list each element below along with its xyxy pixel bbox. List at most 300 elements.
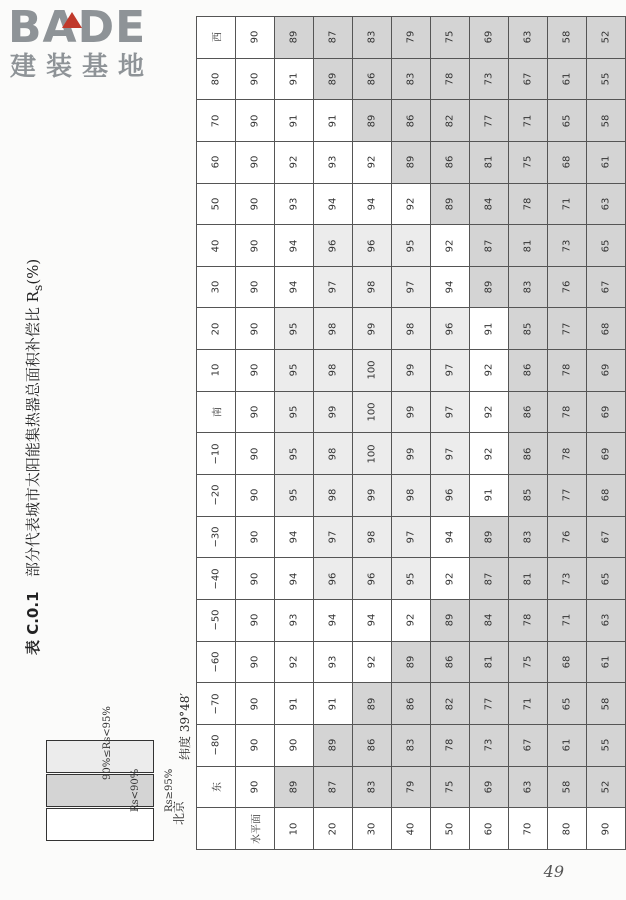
value-cell — [275, 266, 314, 308]
value-cell — [275, 683, 314, 725]
value-cell-text: 90 — [249, 197, 261, 211]
value-cell-text: 58 — [600, 114, 612, 127]
value-cell — [392, 516, 431, 558]
value-cell — [275, 558, 314, 600]
value-cell — [431, 516, 470, 558]
value-cell-text: 99 — [405, 405, 417, 419]
orientation-header-text: 20 — [210, 322, 222, 336]
orientation-header — [197, 433, 236, 475]
value-cell-text: 95 — [288, 405, 300, 419]
value-cell-text: 98 — [327, 322, 339, 336]
value-cell — [509, 308, 548, 350]
value-cell-text: 98 — [366, 280, 378, 294]
value-cell-text: 83 — [522, 280, 534, 294]
value-cell — [509, 391, 548, 433]
value-cell-text: 71 — [561, 613, 573, 627]
value-cell — [548, 558, 587, 600]
orientation-header — [197, 100, 236, 142]
value-cell — [470, 266, 509, 308]
value-cell — [587, 516, 626, 558]
value-cell — [587, 266, 626, 308]
value-cell — [236, 350, 275, 392]
tilt-header-text: 70 — [522, 822, 534, 835]
value-cell-text: 86 — [522, 364, 534, 377]
value-cell — [392, 599, 431, 641]
value-cell — [548, 308, 587, 350]
value-cell-text: 99 — [366, 488, 378, 502]
value-cell-text: 96 — [327, 572, 339, 586]
value-cell-text: 75 — [522, 655, 534, 669]
value-cell-text: 91 — [327, 114, 339, 127]
value-cell-text: 81 — [522, 239, 534, 252]
value-cell-text: 81 — [522, 572, 534, 586]
value-cell-text: 69 — [600, 447, 612, 461]
value-cell-text: 90 — [288, 738, 300, 752]
value-cell — [353, 225, 392, 267]
table-row — [197, 225, 626, 267]
value-cell-text: 94 — [366, 197, 378, 211]
value-cell-text: 78 — [561, 364, 573, 377]
orientation-header — [197, 141, 236, 183]
corner-cell — [197, 808, 236, 850]
legend-label-light: Rs≥95% — [164, 768, 175, 812]
value-cell — [587, 641, 626, 683]
value-cell — [275, 17, 314, 59]
value-cell-text: 77 — [483, 114, 495, 127]
value-cell — [548, 266, 587, 308]
value-cell — [509, 766, 548, 808]
value-cell — [314, 599, 353, 641]
value-cell — [587, 475, 626, 517]
value-cell — [353, 183, 392, 225]
value-cell-text: 73 — [561, 572, 573, 586]
logo-accent-shape — [62, 12, 82, 28]
value-cell — [470, 17, 509, 59]
orientation-header — [197, 766, 236, 808]
value-cell — [509, 100, 548, 142]
value-cell-text: 65 — [561, 114, 573, 127]
value-cell — [431, 558, 470, 600]
orientation-header — [197, 391, 236, 433]
value-cell — [431, 683, 470, 725]
value-cell — [353, 641, 392, 683]
orientation-header-text: −50 — [210, 609, 222, 631]
orientation-header-text: −40 — [210, 568, 222, 590]
value-cell — [470, 308, 509, 350]
value-cell — [431, 141, 470, 183]
orientation-header — [197, 516, 236, 558]
value-cell-text: 83 — [405, 738, 417, 752]
value-cell-text: 86 — [522, 405, 534, 419]
orientation-header-text: 70 — [210, 114, 222, 127]
value-cell-text: 76 — [561, 530, 573, 544]
tilt-header-text: 20 — [327, 822, 339, 835]
value-cell — [548, 391, 587, 433]
value-cell — [275, 641, 314, 683]
value-cell-text: 78 — [522, 197, 534, 211]
value-cell-text: 100 — [366, 444, 378, 464]
value-cell-text: 89 — [483, 530, 495, 544]
value-cell-text: 58 — [600, 697, 612, 710]
value-cell — [509, 17, 548, 59]
value-cell-text: 77 — [561, 322, 573, 336]
value-cell — [548, 641, 587, 683]
value-cell — [275, 100, 314, 142]
value-cell — [275, 225, 314, 267]
value-cell — [314, 641, 353, 683]
value-cell — [587, 308, 626, 350]
value-cell-text: 69 — [600, 364, 612, 377]
value-cell-text: 75 — [522, 155, 534, 169]
value-cell — [548, 683, 587, 725]
value-cell — [509, 724, 548, 766]
value-cell-text: 76 — [561, 280, 573, 294]
value-cell — [314, 183, 353, 225]
value-cell — [548, 724, 587, 766]
value-cell-text: 90 — [249, 738, 261, 752]
value-cell — [353, 516, 392, 558]
value-cell-text: 67 — [600, 280, 612, 294]
value-cell — [392, 724, 431, 766]
value-cell-text: 78 — [561, 405, 573, 419]
logo-brand: BADE — [8, 2, 147, 53]
table-row — [197, 766, 626, 808]
value-cell — [431, 183, 470, 225]
compensation-ratio-table — [196, 16, 626, 850]
value-cell-text: 68 — [600, 322, 612, 336]
value-cell-text: 94 — [366, 613, 378, 627]
value-cell — [353, 599, 392, 641]
value-cell-text: 68 — [561, 155, 573, 169]
table-number: 表 C.0.1 — [24, 591, 42, 655]
value-cell — [470, 724, 509, 766]
value-cell — [431, 100, 470, 142]
value-cell-text: 89 — [288, 30, 300, 44]
value-cell-text: 84 — [483, 613, 495, 627]
value-cell — [275, 724, 314, 766]
value-cell-text: 98 — [366, 530, 378, 544]
value-cell — [548, 100, 587, 142]
value-cell-text: 89 — [366, 697, 378, 710]
orientation-header-text: −80 — [210, 734, 222, 756]
value-cell-text: 91 — [288, 697, 300, 710]
value-cell — [587, 724, 626, 766]
value-cell-text: 99 — [327, 405, 339, 419]
value-cell — [236, 599, 275, 641]
value-cell-text: 98 — [327, 447, 339, 461]
value-cell — [392, 766, 431, 808]
legend-label-white: 90%≤Rs<95% — [102, 706, 113, 780]
orientation-header-text: 80 — [210, 72, 222, 86]
value-cell-text: 52 — [600, 780, 612, 794]
value-cell-text: 90 — [249, 364, 261, 377]
table-row — [197, 516, 626, 558]
value-cell — [587, 183, 626, 225]
value-cell-text: 94 — [444, 280, 456, 294]
value-cell — [392, 391, 431, 433]
value-cell — [470, 58, 509, 100]
value-cell — [548, 766, 587, 808]
value-cell-text: 79 — [405, 780, 417, 794]
value-cell-text: 83 — [366, 30, 378, 44]
value-cell-text: 75 — [444, 780, 456, 794]
value-cell-text: 90 — [249, 572, 261, 586]
value-cell-text: 83 — [366, 780, 378, 794]
value-cell — [587, 599, 626, 641]
value-cell-text: 63 — [600, 613, 612, 627]
orientation-header — [197, 475, 236, 517]
value-cell-text: 61 — [600, 655, 612, 669]
page-number: 49 — [543, 862, 564, 881]
value-cell — [392, 100, 431, 142]
value-cell — [353, 58, 392, 100]
value-cell — [470, 100, 509, 142]
value-cell-text: 90 — [249, 322, 261, 336]
value-cell — [236, 183, 275, 225]
value-cell-text: 61 — [561, 738, 573, 752]
value-cell-text: 58 — [561, 780, 573, 794]
tilt-header-text: 10 — [288, 822, 300, 835]
value-cell-text: 93 — [288, 197, 300, 211]
value-cell-text: 94 — [327, 613, 339, 627]
value-cell-text: 90 — [249, 655, 261, 669]
value-cell-text: 96 — [444, 488, 456, 502]
value-cell-text: 85 — [522, 488, 534, 502]
value-cell-text: 86 — [366, 738, 378, 752]
value-cell — [431, 724, 470, 766]
orientation-header — [197, 724, 236, 766]
value-cell-text: 65 — [561, 697, 573, 710]
value-cell-text: 97 — [327, 280, 339, 294]
orientation-header — [197, 225, 236, 267]
table-row — [197, 558, 626, 600]
value-cell — [275, 350, 314, 392]
orientation-header — [197, 350, 236, 392]
value-cell-text: 78 — [522, 613, 534, 627]
value-cell-text: 73 — [561, 239, 573, 252]
value-cell — [353, 141, 392, 183]
latitude-label: 纬度 39°48′ — [178, 692, 192, 760]
value-cell-text: 95 — [405, 239, 417, 252]
value-cell-text: 91 — [483, 488, 495, 502]
value-cell-text: 96 — [444, 322, 456, 336]
value-cell — [548, 183, 587, 225]
value-cell-text: 91 — [483, 322, 495, 336]
value-cell-text: 87 — [483, 239, 495, 252]
value-cell-text: 96 — [327, 239, 339, 252]
value-cell — [431, 641, 470, 683]
value-cell — [431, 266, 470, 308]
value-cell — [314, 100, 353, 142]
value-cell-text: 77 — [483, 697, 495, 710]
value-cell — [236, 266, 275, 308]
value-cell-text: 71 — [522, 697, 534, 710]
value-cell — [587, 433, 626, 475]
value-cell — [236, 475, 275, 517]
value-cell — [587, 350, 626, 392]
value-cell-text: 58 — [561, 30, 573, 44]
value-cell — [392, 308, 431, 350]
value-cell — [275, 766, 314, 808]
value-cell-text: 93 — [288, 613, 300, 627]
value-cell — [353, 350, 392, 392]
value-cell-text: 67 — [522, 72, 534, 86]
value-cell-text: 94 — [327, 197, 339, 211]
value-cell-text: 95 — [405, 572, 417, 586]
value-cell-text: 90 — [249, 613, 261, 627]
value-cell — [509, 225, 548, 267]
value-cell-text: 90 — [249, 697, 261, 710]
value-cell — [509, 183, 548, 225]
value-cell — [314, 266, 353, 308]
value-cell — [275, 516, 314, 558]
value-cell-text: 82 — [444, 697, 456, 710]
value-cell-text: 90 — [249, 30, 261, 44]
value-cell — [587, 683, 626, 725]
value-cell-text: 92 — [366, 155, 378, 169]
value-cell-text: 97 — [327, 530, 339, 544]
orientation-header-text: −30 — [210, 526, 222, 548]
value-cell — [392, 475, 431, 517]
value-cell-text: 92 — [483, 364, 495, 377]
orientation-header — [197, 599, 236, 641]
value-cell — [314, 391, 353, 433]
table-row — [197, 58, 626, 100]
value-cell-text: 71 — [522, 114, 534, 127]
value-cell-text: 90 — [249, 530, 261, 544]
table-row — [197, 308, 626, 350]
value-cell — [275, 58, 314, 100]
value-cell — [548, 58, 587, 100]
value-cell-text: 94 — [288, 572, 300, 586]
table-caption-unit: (%) — [24, 258, 42, 285]
table-row — [197, 599, 626, 641]
value-cell — [431, 225, 470, 267]
value-cell-text: 86 — [522, 447, 534, 461]
value-cell-text: 95 — [288, 488, 300, 502]
value-cell-text: 92 — [444, 239, 456, 252]
value-cell — [314, 141, 353, 183]
value-cell-text: 89 — [444, 613, 456, 627]
orientation-header — [197, 266, 236, 308]
tilt-header — [275, 808, 314, 850]
value-cell-text: 95 — [288, 322, 300, 336]
value-cell — [470, 141, 509, 183]
value-cell — [275, 141, 314, 183]
value-cell-text: 98 — [327, 364, 339, 377]
value-cell — [509, 516, 548, 558]
value-cell-text: 89 — [288, 780, 300, 794]
value-cell-text: 77 — [561, 488, 573, 502]
value-cell — [314, 724, 353, 766]
tilt-header-text: 水平面 — [251, 813, 263, 844]
orientation-header — [197, 17, 236, 59]
value-cell — [275, 475, 314, 517]
value-cell-text: 97 — [444, 447, 456, 461]
value-cell — [548, 141, 587, 183]
value-cell — [353, 724, 392, 766]
orientation-header-text: −10 — [210, 443, 222, 465]
value-cell — [353, 683, 392, 725]
value-cell — [470, 433, 509, 475]
value-cell-text: 92 — [483, 447, 495, 461]
orientation-header — [197, 58, 236, 100]
value-cell — [314, 308, 353, 350]
orientation-header-text: 10 — [210, 364, 222, 377]
orientation-header-text: 60 — [210, 155, 222, 169]
value-cell — [470, 766, 509, 808]
value-cell-text: 94 — [288, 530, 300, 544]
value-cell — [587, 100, 626, 142]
value-cell — [392, 58, 431, 100]
value-cell-text: 89 — [483, 280, 495, 294]
orientation-header-text: 西 — [212, 32, 224, 43]
value-cell — [470, 391, 509, 433]
tilt-header — [470, 808, 509, 850]
value-cell-text: 94 — [288, 239, 300, 252]
value-cell-text: 61 — [561, 72, 573, 86]
orientation-header — [197, 641, 236, 683]
value-cell — [509, 558, 548, 600]
table-row — [197, 141, 626, 183]
tilt-header — [392, 808, 431, 850]
value-cell — [236, 433, 275, 475]
value-cell-text: 78 — [444, 72, 456, 86]
value-cell-text: 92 — [366, 655, 378, 669]
value-cell-text: 81 — [483, 655, 495, 669]
value-cell — [548, 433, 587, 475]
tilt-header-text: 30 — [366, 822, 378, 835]
value-cell-text: 55 — [600, 738, 612, 752]
orientation-header — [197, 683, 236, 725]
value-cell-text: 63 — [522, 780, 534, 794]
value-cell — [236, 766, 275, 808]
value-cell — [314, 558, 353, 600]
value-cell-text: 92 — [405, 197, 417, 211]
value-cell — [587, 17, 626, 59]
value-cell-text: 68 — [561, 655, 573, 669]
value-cell-text: 89 — [444, 197, 456, 211]
value-cell-text: 91 — [288, 114, 300, 127]
value-cell-text: 85 — [522, 322, 534, 336]
orientation-header-text: 40 — [210, 239, 222, 252]
value-cell-text: 65 — [600, 572, 612, 586]
value-cell — [509, 475, 548, 517]
value-cell — [392, 266, 431, 308]
value-cell — [353, 308, 392, 350]
table-row — [197, 475, 626, 517]
value-cell — [392, 141, 431, 183]
value-cell-text: 89 — [366, 114, 378, 127]
value-cell-text: 86 — [444, 655, 456, 669]
value-cell — [392, 433, 431, 475]
table-row — [197, 17, 626, 59]
value-cell-text: 100 — [366, 360, 378, 380]
value-cell-text: 87 — [327, 30, 339, 44]
value-cell-text: 63 — [522, 30, 534, 44]
orientation-header — [197, 308, 236, 350]
value-cell-text: 90 — [249, 239, 261, 252]
value-cell-text: 86 — [366, 72, 378, 86]
value-cell — [353, 433, 392, 475]
tilt-header — [548, 808, 587, 850]
orientation-header-text: 30 — [210, 280, 222, 294]
value-cell-text: 99 — [366, 322, 378, 336]
value-cell — [509, 683, 548, 725]
value-cell — [236, 683, 275, 725]
value-cell — [275, 599, 314, 641]
value-cell-text: 89 — [405, 155, 417, 169]
